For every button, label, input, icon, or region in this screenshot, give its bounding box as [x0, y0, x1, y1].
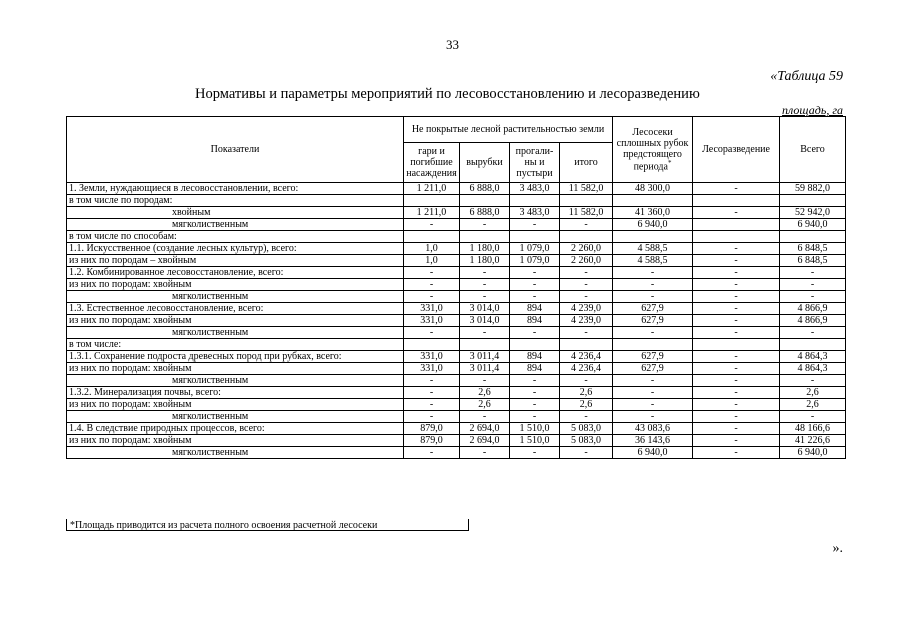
table-row — [67, 435, 846, 447]
table-cell: 1,0 — [404, 255, 460, 267]
row-label: из них по породам: хвойным — [67, 279, 404, 291]
row-label: в том числе: — [67, 339, 404, 351]
table-cell: - — [404, 327, 460, 339]
table-cell: 2 694,0 — [460, 435, 510, 447]
table-cell: - — [560, 219, 613, 231]
table-row — [67, 315, 846, 327]
table-cell: - — [613, 387, 693, 399]
standards-table — [66, 116, 846, 459]
table-cell: 3 011,4 — [460, 351, 510, 363]
table-cell — [404, 231, 460, 243]
table-cell: 4 588,5 — [613, 255, 693, 267]
table-row — [67, 231, 846, 243]
table-cell: 4 864,3 — [780, 351, 846, 363]
table-cell: - — [460, 279, 510, 291]
table-cell — [510, 339, 560, 351]
table-cell: - — [780, 291, 846, 303]
table-cell: 5 083,0 — [560, 435, 613, 447]
table-cell — [613, 195, 693, 207]
table-cell: - — [404, 291, 460, 303]
table-cell: 6 940,0 — [780, 219, 846, 231]
table-cell: - — [693, 375, 780, 387]
row-label: 1. Земли, нуждающиеся в лесовосстановлении, всего: — [67, 183, 404, 195]
table-cell: 894 — [510, 363, 560, 375]
table-cell: - — [460, 267, 510, 279]
table-cell: - — [460, 291, 510, 303]
table-cell — [560, 231, 613, 243]
row-label: в том числе по способам: — [67, 231, 404, 243]
table-cell — [460, 231, 510, 243]
header-indicators: Показатели — [67, 117, 404, 183]
row-label: мягколиственным — [67, 375, 404, 387]
table-cell: 41 226,6 — [780, 435, 846, 447]
table-row — [67, 195, 846, 207]
table-cell: - — [510, 399, 560, 411]
table-cell: 2,6 — [780, 399, 846, 411]
table-row — [67, 411, 846, 423]
table-cell: 6 848,5 — [780, 243, 846, 255]
table-cell: - — [460, 411, 510, 423]
table-cell: - — [693, 183, 780, 195]
table-cell: 5 083,0 — [560, 423, 613, 435]
table-cell: 1 510,0 — [510, 423, 560, 435]
table-cell: - — [693, 315, 780, 327]
table-cell: - — [460, 375, 510, 387]
table-cell — [510, 231, 560, 243]
row-label: в том числе по породам: — [67, 195, 404, 207]
table-cell: - — [613, 267, 693, 279]
row-label: из них по породам: хвойным — [67, 363, 404, 375]
table-cell: - — [510, 279, 560, 291]
table-cell: - — [404, 411, 460, 423]
table-cell: 879,0 — [404, 435, 460, 447]
table-cell: 6 888,0 — [460, 183, 510, 195]
table-row — [67, 303, 846, 315]
table-cell: 879,0 — [404, 423, 460, 435]
table-label: «Таблица 59 — [770, 69, 843, 84]
table-row — [67, 255, 846, 267]
row-label: 1.3.1. Сохранение подроста древесных пород при рубках, всего: — [67, 351, 404, 363]
table-cell — [693, 195, 780, 207]
table-cell — [404, 339, 460, 351]
table-cell: 1 079,0 — [510, 243, 560, 255]
table-cell: - — [613, 375, 693, 387]
table-cell: - — [510, 267, 560, 279]
table-cell: - — [693, 255, 780, 267]
table-cell: - — [510, 327, 560, 339]
table-cell: - — [510, 291, 560, 303]
table-cell: 3 014,0 — [460, 315, 510, 327]
row-label: из них по породам: хвойным — [67, 399, 404, 411]
table-cell: 627,9 — [613, 303, 693, 315]
row-label: 1.1. Искусственное (создание лесных культур), всего: — [67, 243, 404, 255]
table-cell: 6 940,0 — [613, 219, 693, 231]
table-cell: 4 864,3 — [780, 363, 846, 375]
table-cell: - — [693, 279, 780, 291]
table-cell: 331,0 — [404, 315, 460, 327]
table-cell: - — [780, 279, 846, 291]
table-cell — [780, 231, 846, 243]
table-row — [67, 387, 846, 399]
table-cell: 4 588,5 — [613, 243, 693, 255]
table-cell: 43 083,6 — [613, 423, 693, 435]
table-cell: - — [613, 399, 693, 411]
table-cell: - — [404, 387, 460, 399]
table-cell: - — [404, 399, 460, 411]
table-cell: - — [613, 291, 693, 303]
header-burns: гари и погибшие насаждения — [404, 143, 460, 183]
table-cell: - — [693, 363, 780, 375]
table-cell: 6 848,5 — [780, 255, 846, 267]
table-cell: - — [693, 411, 780, 423]
table-row — [67, 339, 846, 351]
closing-quote: ». — [832, 541, 843, 556]
table-cell: 1,0 — [404, 243, 460, 255]
table-cell: 1 079,0 — [510, 255, 560, 267]
table-cell: 4 236,4 — [560, 351, 613, 363]
table-cell — [613, 339, 693, 351]
row-label: 1.4. В следствие природных процессов, всего: — [67, 423, 404, 435]
page-number: 33 — [446, 37, 459, 52]
table-cell: - — [693, 303, 780, 315]
header-not-covered: Не покрытые лесной растительностью земли — [404, 117, 613, 143]
table-cell — [560, 339, 613, 351]
row-label: 1.3. Естественное лесовосстановление, всего: — [67, 303, 404, 315]
table-cell — [510, 195, 560, 207]
table-cell: 6 940,0 — [613, 447, 693, 459]
table-cell: 3 014,0 — [460, 303, 510, 315]
table-row — [67, 183, 846, 195]
table-cell: - — [560, 327, 613, 339]
table-cell: 627,9 — [613, 363, 693, 375]
table-row — [67, 375, 846, 387]
table-row — [67, 327, 846, 339]
table-row — [67, 243, 846, 255]
table-cell: - — [693, 387, 780, 399]
table-cell: - — [613, 411, 693, 423]
row-label: мягколиственным — [67, 327, 404, 339]
footnote: *Площадь приводится из расчета полного освоения расчетной лесосеки — [66, 519, 469, 531]
table-cell — [693, 339, 780, 351]
table-cell: 4 239,0 — [560, 315, 613, 327]
table-cell: 11 582,0 — [560, 183, 613, 195]
table-cell: - — [404, 219, 460, 231]
table-cell: 331,0 — [404, 351, 460, 363]
table-row — [67, 279, 846, 291]
table-cell: 2 694,0 — [460, 423, 510, 435]
table-cell: 59 882,0 — [780, 183, 846, 195]
header-total: Всего — [780, 117, 846, 183]
row-label: 1.2. Комбинированное лесовосстановление, всего: — [67, 267, 404, 279]
table-cell: 3 011,4 — [460, 363, 510, 375]
header-subtotal: итого — [560, 143, 613, 183]
table-cell: - — [693, 423, 780, 435]
table-cell: - — [693, 399, 780, 411]
header-afforestation: Лесоразведение — [693, 117, 780, 183]
table-cell — [780, 339, 846, 351]
table-cell: 3 483,0 — [510, 183, 560, 195]
table-cell: 331,0 — [404, 303, 460, 315]
table-cell: 627,9 — [613, 351, 693, 363]
table-row — [67, 291, 846, 303]
table-cell: - — [693, 267, 780, 279]
table-cell: 894 — [510, 315, 560, 327]
table-cell: 41 360,0 — [613, 207, 693, 219]
table-cell: - — [460, 327, 510, 339]
table-cell: - — [510, 375, 560, 387]
row-label: из них по породам: хвойным — [67, 435, 404, 447]
table-row — [67, 399, 846, 411]
table-cell: 3 483,0 — [510, 207, 560, 219]
table-cell: 331,0 — [404, 363, 460, 375]
table-cell: 1 180,0 — [460, 255, 510, 267]
table-cell: - — [780, 327, 846, 339]
table-cell: - — [460, 447, 510, 459]
unit-label: площадь, га — [782, 103, 843, 117]
table-cell: - — [693, 435, 780, 447]
table-cell: - — [404, 447, 460, 459]
page-title: Нормативы и параметры мероприятий по лесовосстановлению и лесоразведению — [195, 86, 700, 102]
table-row — [67, 351, 846, 363]
table-cell: 2,6 — [560, 387, 613, 399]
table-cell — [780, 195, 846, 207]
table-cell: - — [780, 267, 846, 279]
table-cell: 48 300,0 — [613, 183, 693, 195]
table-cell — [404, 195, 460, 207]
table-cell: 1 180,0 — [460, 243, 510, 255]
table-cell: 4 239,0 — [560, 303, 613, 315]
header-clearings: вырубки — [460, 143, 510, 183]
table-cell: 1 211,0 — [404, 207, 460, 219]
table-cell: 4 866,9 — [780, 315, 846, 327]
table-cell: 1 211,0 — [404, 183, 460, 195]
table-row — [67, 219, 846, 231]
table-row — [67, 423, 846, 435]
table-cell: 4 236,4 — [560, 363, 613, 375]
header-clearcuts: Лесосеки сплошных рубок предстоящего периода* — [613, 117, 693, 183]
table-cell: 1 510,0 — [510, 435, 560, 447]
table-cell: - — [510, 411, 560, 423]
table-cell: 6 888,0 — [460, 207, 510, 219]
table-cell — [560, 195, 613, 207]
row-label: мягколиственным — [67, 411, 404, 423]
table-cell — [693, 231, 780, 243]
table-cell: - — [560, 411, 613, 423]
table-cell: - — [510, 219, 560, 231]
table-row — [67, 207, 846, 219]
table-cell — [613, 231, 693, 243]
row-label: 1.3.2. Минерализация почвы, всего: — [67, 387, 404, 399]
table-cell: - — [560, 375, 613, 387]
table-cell: 2 260,0 — [560, 255, 613, 267]
table-row — [67, 267, 846, 279]
table-cell — [460, 339, 510, 351]
row-label: из них по породам: хвойным — [67, 315, 404, 327]
row-label: хвойным — [67, 207, 404, 219]
table-cell: - — [780, 411, 846, 423]
table-cell: - — [404, 279, 460, 291]
header-glades: прогали-ны и пустыри — [510, 143, 560, 183]
table-cell: 894 — [510, 351, 560, 363]
table-cell: 894 — [510, 303, 560, 315]
table-cell: - — [560, 279, 613, 291]
table-cell: 6 940,0 — [780, 447, 846, 459]
table-cell: - — [460, 219, 510, 231]
table-cell: 52 942,0 — [780, 207, 846, 219]
table-cell: - — [404, 267, 460, 279]
table-cell: 48 166,6 — [780, 423, 846, 435]
table-cell: 2,6 — [460, 387, 510, 399]
table-cell: 11 582,0 — [560, 207, 613, 219]
table-cell: 2,6 — [560, 399, 613, 411]
table-cell: - — [693, 291, 780, 303]
row-label: мягколиственным — [67, 291, 404, 303]
table-cell: - — [693, 351, 780, 363]
table-cell: - — [560, 267, 613, 279]
table-cell: - — [693, 447, 780, 459]
table-cell — [693, 219, 780, 231]
table-cell: - — [613, 327, 693, 339]
table-cell: - — [560, 447, 613, 459]
table-row — [67, 447, 846, 459]
table-cell: 2 260,0 — [560, 243, 613, 255]
table-cell: - — [693, 327, 780, 339]
row-label: мягколиственным — [67, 219, 404, 231]
table-cell: 627,9 — [613, 315, 693, 327]
table-cell: 36 143,6 — [613, 435, 693, 447]
table-cell — [460, 195, 510, 207]
table-cell: - — [510, 387, 560, 399]
table-cell: - — [693, 207, 780, 219]
row-label: из них по породам – хвойным — [67, 255, 404, 267]
table-cell: - — [510, 447, 560, 459]
table-row — [67, 363, 846, 375]
table-cell: 2,6 — [780, 387, 846, 399]
table-cell: - — [613, 279, 693, 291]
table-cell: - — [560, 291, 613, 303]
table-cell: 4 866,9 — [780, 303, 846, 315]
table-cell: - — [693, 243, 780, 255]
table-cell: 2,6 — [460, 399, 510, 411]
table-cell: - — [404, 375, 460, 387]
table-cell: - — [780, 375, 846, 387]
row-label: мягколиственным — [67, 447, 404, 459]
